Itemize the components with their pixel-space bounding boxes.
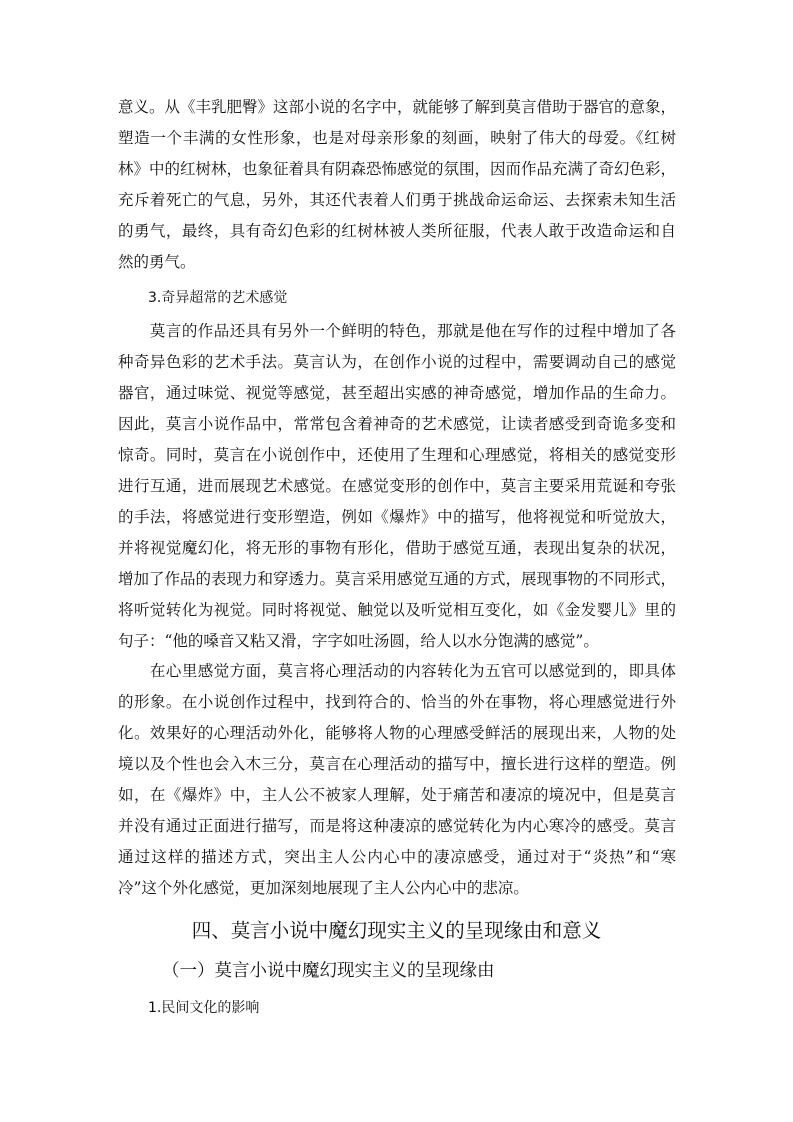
text-line: 的勇气，最终，具有奇幻色彩的红树林被人类所征服，代表人敢于改造命运和自 xyxy=(118,222,676,240)
text-line: 境以及个性也会入木三分，莫言在心理活动的描写中，擅长进行这样的塑造。例 xyxy=(118,755,676,773)
text-line: 句子：“他的嗓音又粘又滑，字字如吐汤圆，给人以水分饱满的感觉”。 xyxy=(118,632,599,650)
text-line: 充斥着死亡的气息，另外，其还代表着人们勇于挑战命运命运、去探索未知生活 xyxy=(118,191,676,209)
text-line: 意义。从《丰乳肥臀》这部小说的名字中，就能够了解到莫言借助于器官的意象， xyxy=(118,98,677,116)
text-line: 的形象。在小说创作过程中，找到符合的、恰当的外在事物，将心理感觉进行外 xyxy=(118,693,676,711)
text-line: 然的勇气。 xyxy=(118,253,196,271)
paragraph-1 xyxy=(118,92,676,278)
text-line: 冷”这个外化感觉，更加深刻地展现了主人公内心中的悲凉。 xyxy=(118,879,529,897)
text-line: 将听觉转化为视觉。同时将视觉、触觉以及听觉相互变化，如《金发婴儿》里的 xyxy=(118,601,676,619)
text-line: 通过这样的描述方式，突出主人公内心中的凄凉感受，通过对于“炎热”和“寒 xyxy=(118,848,676,866)
text-line: 种奇异色彩的艺术手法。莫言认为，在创作小说的过程中，需要调动自己的感觉 xyxy=(118,353,676,371)
text-line: 化。效果好的心理活动外化，能够将人物的心理感受鲜活的展现出来，人物的处 xyxy=(118,724,676,742)
section-heading: （一）莫言小说中魔幻现实主义的呈现缘由 xyxy=(162,961,495,981)
text-line: 如，在《爆炸》中，主人公不被家人理解，处于痛苦和凄凉的境况中，但是莫言 xyxy=(118,786,676,804)
subheading-artistic-sense: 3.奇异超常的艺术感觉 xyxy=(148,290,288,306)
text-line: 惊奇。同时，莫言在小说创作中，还使用了生理和心理感觉，将相关的感觉变形 xyxy=(118,446,676,464)
text-line: 莫言的作品还具有另外一个鲜明的特色，那就是他在写作的过程中增加了各 xyxy=(118,322,676,340)
text-line: 的手法，将感觉进行变形塑造，例如《爆炸》中的描写，他将视觉和听觉放大， xyxy=(118,508,676,526)
text-line: 因此，莫言小说作品中，常常包含着神奇的艺术感觉，让读者感受到奇诡多变和 xyxy=(118,415,676,433)
text-line: 进行互通，进而展现艺术感觉。在感觉变形的创作中，莫言主要采用荒诞和夸张 xyxy=(118,477,676,495)
paragraph-2 xyxy=(118,316,676,657)
text-line: 器官，通过味觉、视觉等感觉，甚至超出实感的神奇感觉，增加作品的生命力。 xyxy=(118,384,676,402)
text-line: 塑造一个丰满的女性形象，也是对母亲形象的刻画，映射了伟大的母爱。《红树 xyxy=(118,129,676,147)
text-line: 并没有通过正面进行描写，而是将这种凄凉的感觉转化为内心寒冷的感受。莫言 xyxy=(118,817,676,835)
text-line: 并将视觉魔幻化，将无形的事物有形化，借助于感觉互通，表现出复杂的状况， xyxy=(118,539,676,557)
chapter-heading: 四、莫言小说中魔幻现实主义的呈现缘由和意义 xyxy=(191,919,602,942)
text-line: 在心里感觉方面，莫言将心理活动的内容转化为五官可以感觉到的，即具体 xyxy=(118,662,676,680)
text-line: 增加了作品的表现力和穿透力。莫言采用感觉互通的方式，展现事物的不同形式， xyxy=(118,570,677,588)
subheading-folk-culture: 1.民间文化的影响 xyxy=(148,1000,260,1016)
text-line: 林》中的红树林，也象征着具有阴森恐怖感觉的氛围，因而作品充满了奇幻色彩， xyxy=(118,160,677,178)
paragraph-3 xyxy=(118,656,676,904)
